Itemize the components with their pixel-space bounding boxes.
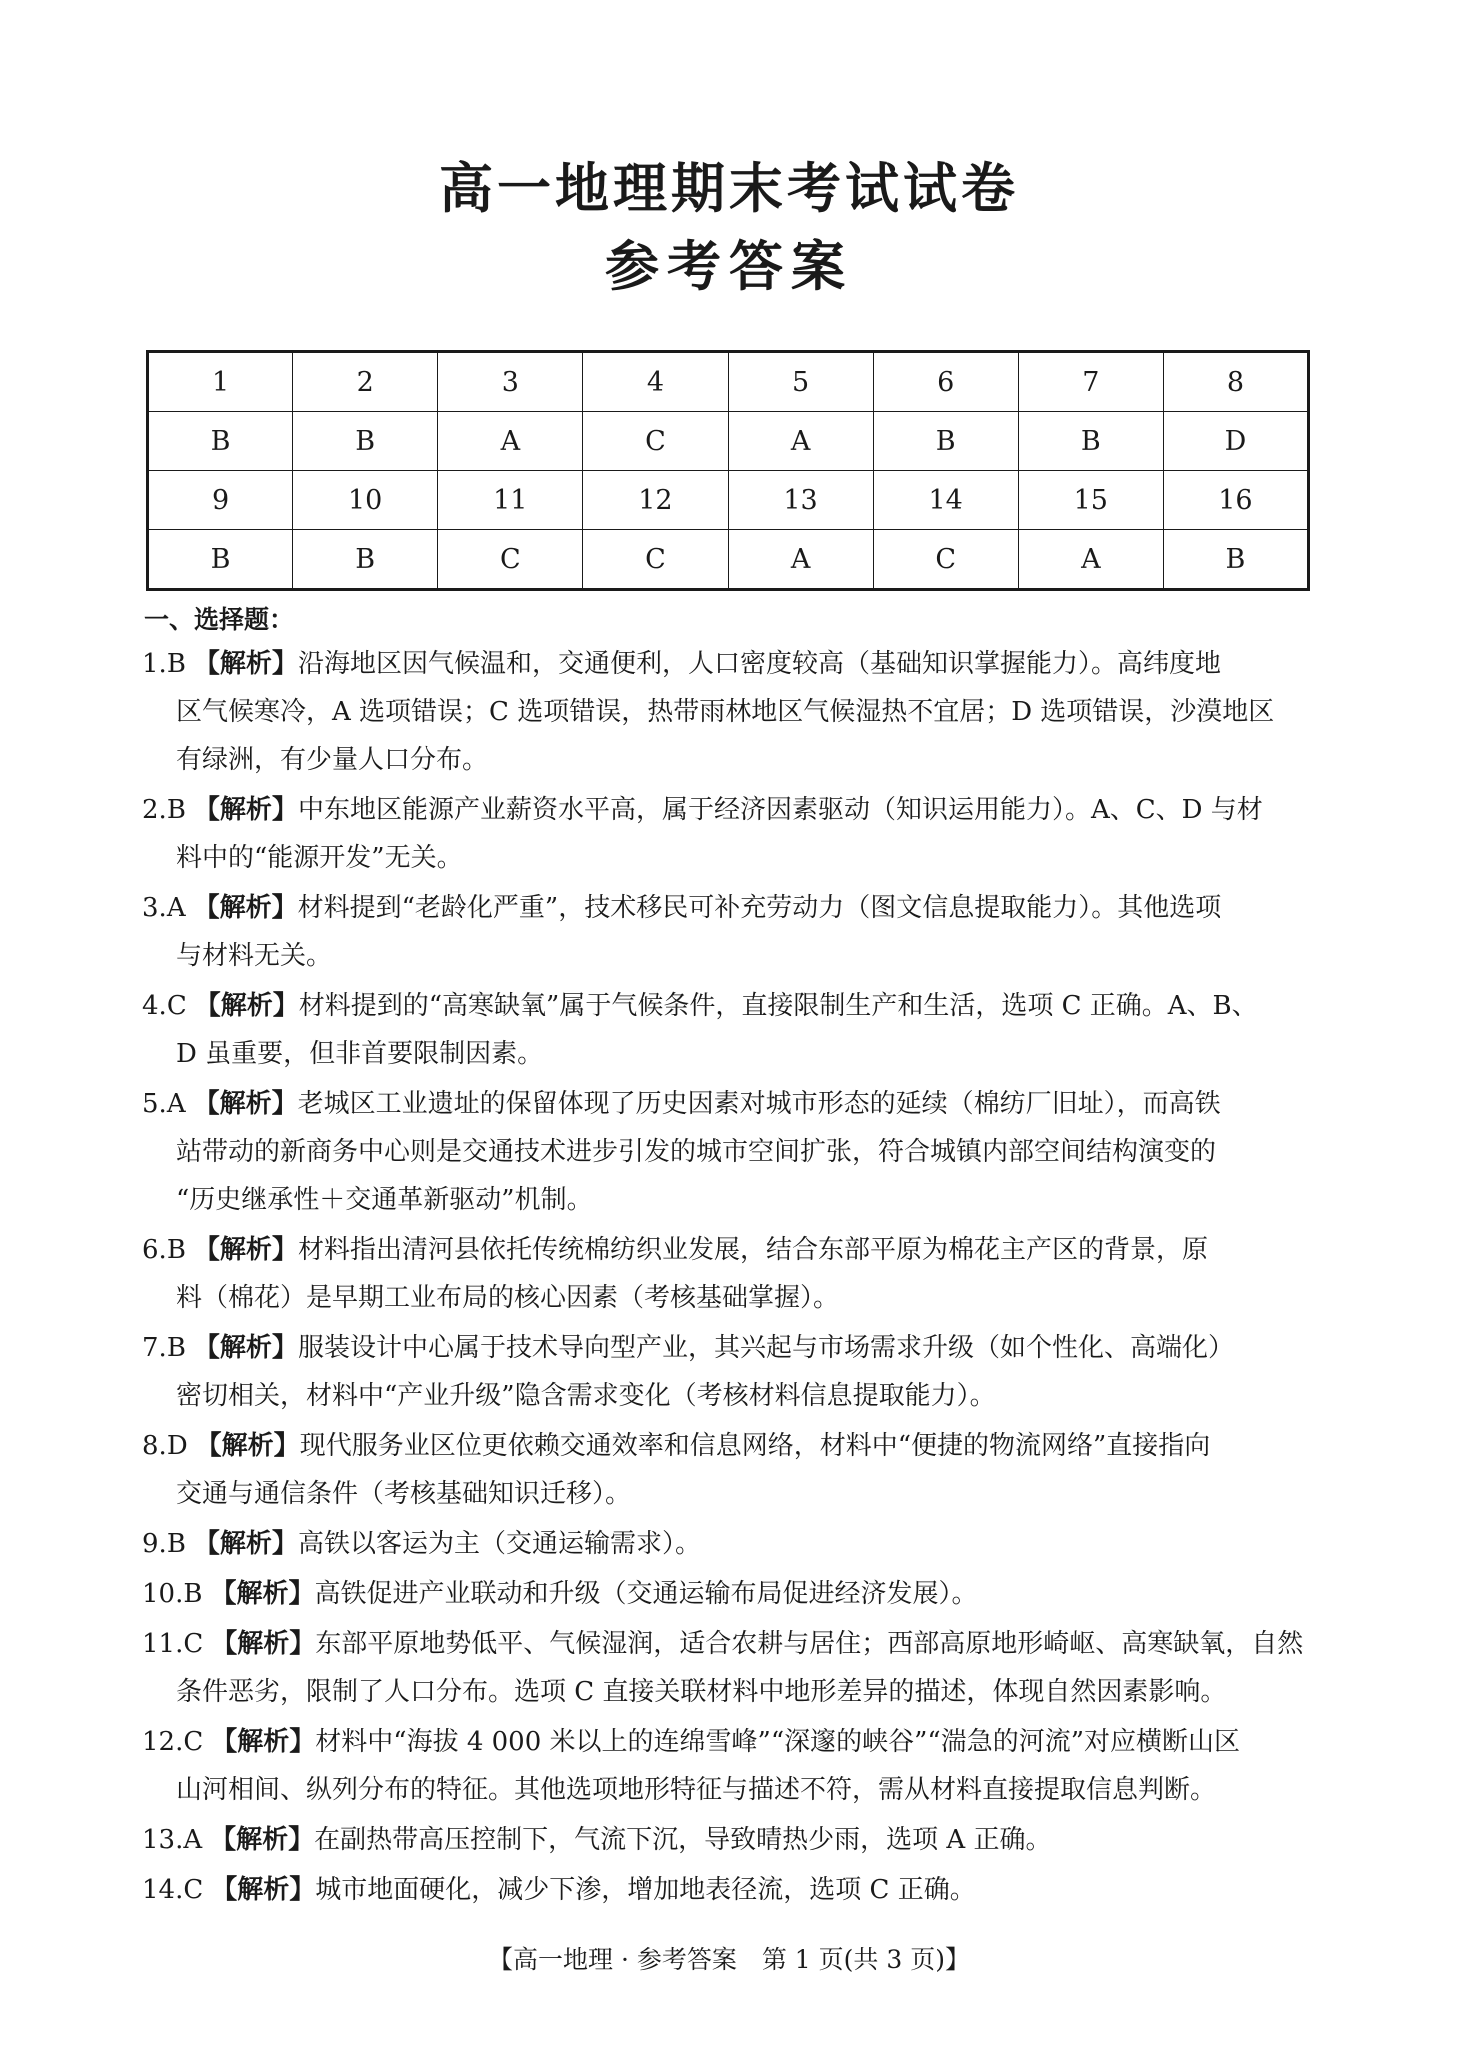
question-number: 8. <box>142 1431 167 1461</box>
question-number: 10. <box>142 1579 184 1609</box>
explanation-line: 高铁以客运为主（交通运输需求）。 <box>297 1529 701 1559</box>
question-answer: B <box>166 1333 186 1363</box>
question-first-line <box>142 1816 1318 1864</box>
analysis-tag: 【解析】 <box>193 1333 298 1363</box>
question-first-line <box>142 1324 1318 1372</box>
table-cell: 13 <box>728 471 873 530</box>
explanation-line: 材料提到“老龄化严重”，技术移民可补充劳动力（图文信息提取能力）。其他选项 <box>297 893 1222 923</box>
question-item <box>142 1324 1318 1420</box>
table-cell: 6 <box>873 352 1018 412</box>
explanation-line: 老城区工业遗址的保留体现了历史因素对城市形态的延续（棉纺厂旧址），而高铁 <box>297 1089 1221 1119</box>
question-first-line <box>142 1226 1318 1274</box>
explanation-line: “历史继承性＋交通革新驱动”机制。 <box>176 1185 593 1215</box>
question-first-line <box>142 1620 1318 1668</box>
table-cell: D <box>1163 412 1308 471</box>
analysis-tag: 【解析】 <box>211 1875 316 1905</box>
question-answer: C <box>183 1727 204 1757</box>
question-first-line <box>142 1422 1318 1470</box>
table-row-answers <box>148 412 1309 471</box>
table-cell: C <box>583 412 728 471</box>
page-subtitle: 参考答案 <box>605 235 853 298</box>
question-item <box>142 982 1318 1078</box>
explanation-line: 有绿洲，有少量人口分布。 <box>176 745 489 775</box>
question-number: 14. <box>142 1875 184 1905</box>
table-cell: A <box>1018 530 1163 590</box>
table-cell: B <box>293 530 438 590</box>
explanation-line: 城市地面硬化，减少下渗，增加地表径流，选项 C 正确。 <box>315 1875 976 1905</box>
question-answer: A <box>166 893 186 923</box>
question-first-line <box>142 786 1318 834</box>
table-cell: B <box>148 412 293 471</box>
table-row-numbers <box>148 352 1309 412</box>
question-first-line <box>142 1080 1318 1128</box>
question-number: 5. <box>142 1089 167 1119</box>
explanation-line: 区气候寒冷，A 选项错误；C 选项错误，热带雨林地区气候湿热不宜居；D 选项错误，沙漠地区 <box>176 697 1275 727</box>
explanation-line: 山河相间、纵列分布的特征。其他选项地形特征与描述不符，需从材料直接提取信息判断。 <box>176 1775 1217 1805</box>
explanation-line: 密切相关，材料中“产业升级”隐含需求变化（考核材料信息提取能力）。 <box>176 1381 996 1411</box>
table-cell: B <box>293 412 438 471</box>
explanation-line: 材料提到的“高寒缺氧”属于气候条件，直接限制生产和生活，选项 C 正确。A、B、 <box>298 991 1258 1021</box>
table-cell: 15 <box>1018 471 1163 530</box>
explanation-line: 服装设计中心属于技术导向型产业，其兴起与市场需求升级（如个性化、高端化） <box>297 1333 1234 1363</box>
page-title: 高一地理期末考试试卷 <box>439 157 1019 220</box>
table-cell: 10 <box>293 471 438 530</box>
table-cell: B <box>873 412 1018 471</box>
analysis-tag: 【解析】 <box>194 991 299 1021</box>
analysis-tag: 【解析】 <box>193 1089 298 1119</box>
table-cell: 2 <box>293 352 438 412</box>
explanation-line: 条件恶劣，限制了人口分布。选项 C 直接关联材料中地形差异的描述，体现自然因素影响。 <box>176 1677 1227 1707</box>
table-row-answers <box>148 530 1309 590</box>
table-cell: A <box>438 412 583 471</box>
page-footer: 【高一地理 · 参考答案 第 1 页(共 3 页)】 <box>488 1945 970 1974</box>
table-cell: 1 <box>148 352 293 412</box>
explanation-line: 材料指出清河县依托传统棉纺织业发展，结合东部平原为棉花主产区的背景，原 <box>297 1235 1208 1265</box>
table-cell: C <box>583 530 728 590</box>
question-item <box>142 1080 1318 1224</box>
question-number: 7. <box>142 1333 167 1363</box>
table-cell: A <box>728 530 873 590</box>
table-cell: 12 <box>583 471 728 530</box>
table-cell: B <box>148 530 293 590</box>
table-cell: 3 <box>438 352 583 412</box>
question-answer: A <box>183 1825 203 1855</box>
section-heading: 一、选择题： <box>144 605 295 634</box>
question-number: 13. <box>142 1825 184 1855</box>
question-number: 12. <box>142 1727 184 1757</box>
question-first-line <box>142 884 1318 932</box>
explanation-line: 中东地区能源产业薪资水平高，属于经济因素驱动（知识运用能力）。A、C、D 与材 <box>297 795 1263 825</box>
analysis-tag: 【解析】 <box>211 1629 316 1659</box>
question-item <box>142 1866 1318 1914</box>
explanation-line: 站带动的新商务中心则是交通技术进步引发的城市空间扩张，符合城镇内部空间结构演变的 <box>176 1137 1217 1167</box>
table-cell: C <box>873 530 1018 590</box>
question-answer: B <box>166 1529 186 1559</box>
explanation-line: 料中的“能源开发”无关。 <box>176 843 463 873</box>
analysis-tag: 【解析】 <box>211 1727 316 1757</box>
answer-table <box>146 350 1310 591</box>
table-cell: A <box>728 412 873 471</box>
question-answer: A <box>166 1089 186 1119</box>
question-first-line <box>142 982 1318 1030</box>
question-item <box>142 1620 1318 1716</box>
analysis-tag: 【解析】 <box>193 1235 298 1265</box>
question-answer: B <box>166 795 186 825</box>
explanation-line: 现代服务业区位更依赖交通效率和信息网络，材料中“便捷的物流网络”直接指向 <box>299 1431 1211 1461</box>
question-list <box>142 640 1318 1916</box>
explanation-line: 料（棉花）是早期工业布局的核心因素（考核基础掌握）。 <box>176 1283 840 1313</box>
analysis-tag: 【解析】 <box>210 1825 315 1855</box>
table-cell: 7 <box>1018 352 1163 412</box>
question-item <box>142 1816 1318 1864</box>
question-item <box>142 1422 1318 1518</box>
question-answer: D <box>166 1431 188 1461</box>
analysis-tag: 【解析】 <box>193 1529 298 1559</box>
question-number: 2. <box>142 795 167 825</box>
explanation-line: 沿海地区因气候温和，交通便利，人口密度较高（基础知识掌握能力）。高纬度地 <box>297 649 1221 679</box>
table-cell: C <box>438 530 583 590</box>
table-cell: B <box>1163 530 1308 590</box>
question-answer: C <box>183 1875 204 1905</box>
question-number: 6. <box>142 1235 167 1265</box>
question-number: 4. <box>142 991 167 1021</box>
table-cell: 8 <box>1163 352 1308 412</box>
table-cell: 5 <box>728 352 873 412</box>
question-first-line <box>142 1866 1318 1914</box>
question-first-line <box>142 1718 1318 1766</box>
question-item <box>142 1570 1318 1618</box>
question-item <box>142 1718 1318 1814</box>
analysis-tag: 【解析】 <box>193 649 298 679</box>
question-answer: C <box>166 991 187 1021</box>
question-answer: B <box>183 1579 203 1609</box>
analysis-tag: 【解析】 <box>195 1431 300 1461</box>
table-cell: 9 <box>148 471 293 530</box>
table-cell: 14 <box>873 471 1018 530</box>
question-number: 11. <box>142 1629 184 1659</box>
question-item <box>142 786 1318 882</box>
table-cell: 16 <box>1163 471 1308 530</box>
table-cell: 11 <box>438 471 583 530</box>
question-first-line <box>142 640 1318 688</box>
question-answer: B <box>166 1235 186 1265</box>
question-number: 1. <box>142 649 167 679</box>
explanation-line: 东部平原地势低平、气候湿润，适合农耕与居住；西部高原地形崎岖、高寒缺氧，自然 <box>315 1629 1304 1659</box>
table-cell: B <box>1018 412 1163 471</box>
question-number: 9. <box>142 1529 167 1559</box>
explanation-line: 材料中“海拔 4 000 米以上的连绵雪峰”“深邃的峡谷”“湍急的河流”对应横断山区 <box>315 1727 1240 1757</box>
explanation-line: 交通与通信条件（考核基础知识迁移）。 <box>176 1479 632 1509</box>
question-item <box>142 884 1318 980</box>
analysis-tag: 【解析】 <box>193 893 298 923</box>
table-cell: 4 <box>583 352 728 412</box>
question-item <box>142 1226 1318 1322</box>
table-row-numbers <box>148 471 1309 530</box>
explanation-line: 高铁促进产业联动和升级（交通运输布局促进经济发展）。 <box>314 1579 978 1609</box>
explanation-line: D 虽重要，但非首要限制因素。 <box>176 1039 544 1069</box>
question-answer: C <box>183 1629 204 1659</box>
explanation-line: 与材料无关。 <box>176 941 333 971</box>
question-first-line <box>142 1520 1318 1568</box>
question-item <box>142 640 1318 784</box>
explanation-line: 在副热带高压控制下，气流下沉，导致晴热少雨，选项 A 正确。 <box>314 1825 1052 1855</box>
question-answer: B <box>166 649 186 679</box>
analysis-tag: 【解析】 <box>210 1579 315 1609</box>
answer-table-body <box>148 352 1309 590</box>
question-first-line <box>142 1570 1318 1618</box>
question-number: 3. <box>142 893 167 923</box>
question-item <box>142 1520 1318 1568</box>
title-block <box>0 155 1458 301</box>
analysis-tag: 【解析】 <box>193 795 298 825</box>
